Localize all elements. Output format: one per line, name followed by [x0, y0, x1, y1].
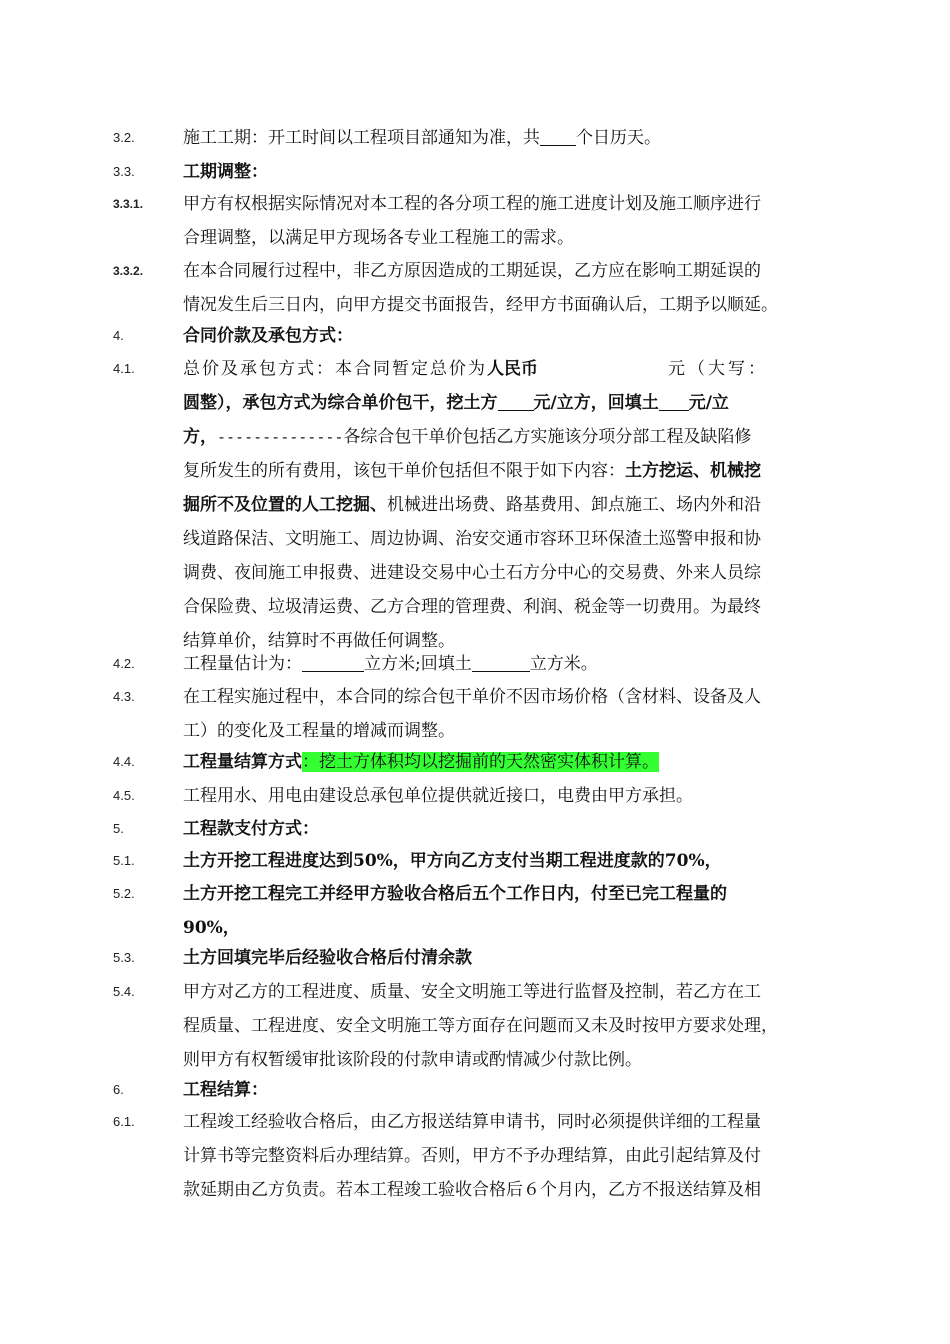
text-run: 掘所不及位置的人工挖掘、 — [183, 495, 387, 515]
highlighted-text: ：挖土方体积均以挖掘前的天然密实体积计算。 — [302, 752, 659, 772]
text-line: 工）的变化及工程量的增减而调整。 — [183, 721, 455, 741]
text-run: 元/立 — [688, 393, 729, 413]
text-line: 结算单价，结算时不再做任何调整。 — [183, 631, 455, 651]
text-line: 线道路保洁、文明施工、周边协调、治安交通市容环卫环保渣土巡警申报和协 — [183, 529, 761, 549]
text-line: 款延期由乙方负责。若本工程竣工验收合格后６个月内，乙方不报送结算及相 — [183, 1180, 761, 1200]
text-run: 人民币 — [487, 359, 538, 379]
blank-excavation-volume — [302, 653, 364, 672]
text-line: 合理调整，以满足甲方现场各专业工程施工的需求。 — [183, 228, 574, 248]
text-run: 元/立方，回填土 — [533, 393, 659, 413]
blank-backfill-price — [659, 392, 689, 411]
text-run: 各综合包干单价包括乙方实施该分项分部工程及缺陷修 — [343, 427, 752, 447]
text-run: 元（大写： — [668, 359, 768, 379]
clause-number: 4.3. — [113, 689, 135, 704]
text-run: 工程量结算方式 — [183, 752, 302, 772]
text-line: 合保险费、垃圾清运费、乙方合理的管理费、利润、税金等一切费用。为最终 — [183, 597, 761, 617]
text-run: 工程量估计为： — [183, 654, 302, 674]
text-line: 在工程实施过程中，本合同的综合包干单价不因市场价格（含材料、设备及人 — [183, 687, 761, 707]
text-line: 工程用水、用电由建设总承包单位提供就近接口，电费由甲方承担。 — [183, 786, 693, 806]
clause-number: 4. — [113, 328, 124, 343]
clause-number: 4.4. — [113, 754, 135, 769]
clause-number: 3.3. — [113, 164, 135, 179]
text-line: 工程竣工经验收合格后，由乙方报送结算申请书，同时必须提供详细的工程量 — [183, 1112, 761, 1132]
text-run: 土方挖运、机械挖 — [625, 461, 761, 481]
section-heading: 合同价款及承包方式： — [183, 326, 353, 346]
text-line: 甲方对乙方的工程进度、质量、安全文明施工等进行监督及控制，若乙方在工 — [183, 982, 761, 1002]
section-heading: 工程结算： — [183, 1080, 268, 1100]
text-run: 总价及承包方式：本合同暂定总价为 — [183, 359, 487, 379]
text-line: 在本合同履行过程中，非乙方原因造成的工期延误，乙方应在影响工期延误的 — [183, 261, 761, 281]
clause-number: 5.3. — [113, 950, 135, 965]
text-line: 调费、夜间施工申报费、进建设交易中心土石方分中心的交易费、外来人员综 — [183, 563, 761, 583]
text-run: 立方米。 — [529, 654, 598, 674]
clause-number: 3.3.1. — [113, 197, 144, 211]
clause-text: 施工工期：开工时间以工程项目部通知为准，共 — [183, 128, 540, 148]
text-run: 机械进出场费、路基费用、卸点施工、场内外和沿 — [387, 495, 761, 515]
text-line: 程质量、工程进度、安全文明施工等方面存在问题而又未及时按甲方要求处理， — [183, 1016, 778, 1036]
text-run: 方， — [183, 427, 217, 447]
clause-number: 3.2. — [113, 130, 135, 145]
text-line: 情况发生后三日内，向甲方提交书面报告，经甲方书面确认后，工期予以顺延。 — [183, 295, 778, 315]
text-line: 土方开挖工程进度达到50%，甲方向乙方支付当期工程进度款的70%， — [183, 851, 722, 871]
clause-number: 5.1. — [113, 853, 135, 868]
clause-number: 5.4. — [113, 984, 135, 999]
text-line: 则甲方有权暂缓审批该阶段的付款申请或酌情减少付款比例。 — [183, 1050, 642, 1070]
text-run: 立方米;回填土 — [364, 654, 472, 674]
text-line: 土方开挖工程完工并经甲方验收合格后五个工作日内，付至已完工程量的 — [183, 884, 727, 904]
clause-number: 4.5. — [113, 788, 135, 803]
text-run: -------------- — [217, 428, 344, 446]
clause-number: 4.2. — [113, 656, 135, 671]
text-line: 土方回填完毕后经验收合格后付清余款 — [183, 948, 472, 968]
clause-number: 6. — [113, 1082, 124, 1097]
blank-days — [540, 127, 576, 146]
blank-excavation-price — [498, 392, 534, 411]
text-run: 圆整），承包方式为综合单价包干，挖土方 — [183, 393, 498, 413]
clause-number: 5.2. — [113, 886, 135, 901]
clause-text: 个日历天。 — [576, 128, 661, 148]
text-line: 90%， — [183, 918, 240, 938]
text-line: 甲方有权根据实际情况对本工程的各分项工程的施工进度计划及施工顺序进行 — [183, 194, 761, 214]
blank-backfill-volume — [472, 653, 530, 672]
text-run: 复所发生的所有费用，该包干单价包括但不限于如下内容： — [183, 461, 625, 481]
clause-number: 3.3.2. — [113, 264, 144, 278]
clause-number: 4.1. — [113, 361, 135, 376]
section-heading: 工程款支付方式： — [183, 819, 319, 839]
clause-number: 6.1. — [113, 1114, 135, 1129]
clause-number: 5. — [113, 821, 124, 836]
text-line: 计算书等完整资料后办理结算。否则，甲方不予办理结算，由此引起结算及付 — [183, 1146, 761, 1166]
section-heading: 工期调整： — [183, 162, 268, 182]
